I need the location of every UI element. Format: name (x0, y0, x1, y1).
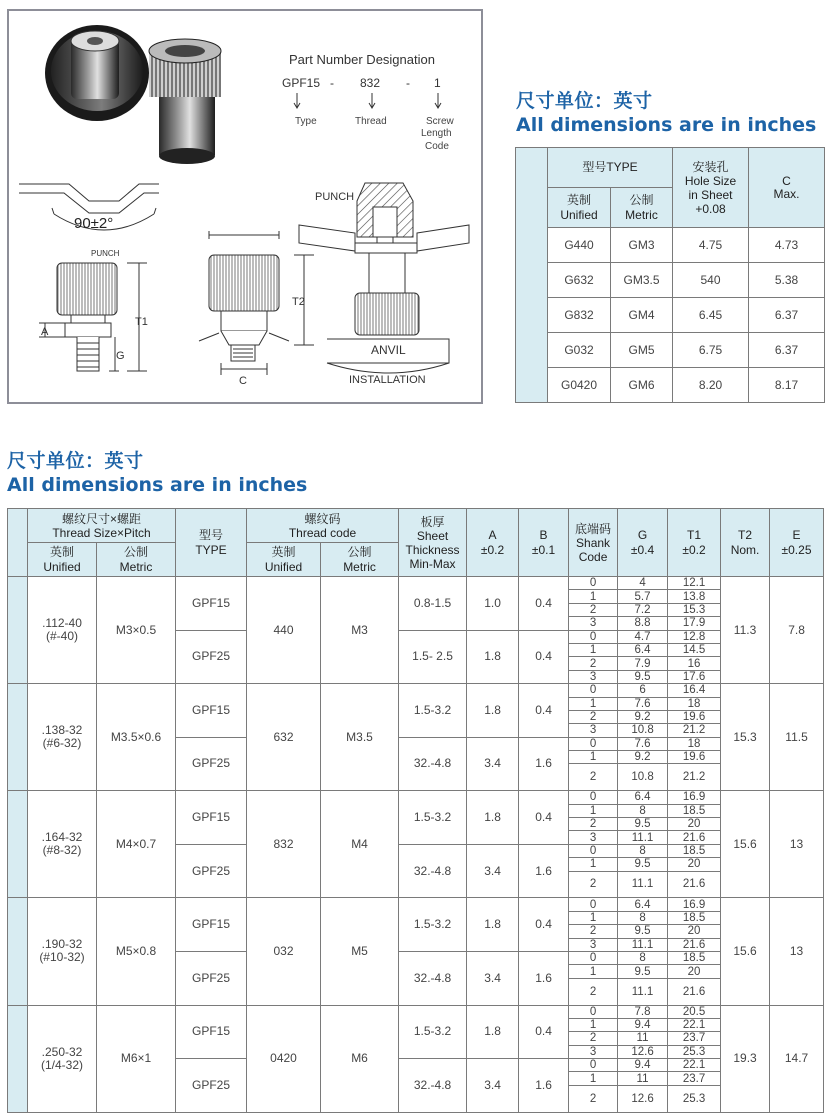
g-value: 11.1 (618, 978, 668, 1005)
cell: 6.75 (673, 333, 749, 368)
table-row (516, 298, 825, 333)
header-metric: 公制 Metric (611, 188, 673, 228)
header-t2: T2 Nom. (721, 509, 770, 577)
t1-value: 21.2 (668, 724, 721, 737)
t1-value: 22.1 (668, 1018, 721, 1031)
t1-value: 22.1 (668, 1059, 721, 1072)
code-unified: 632 (247, 684, 321, 791)
t2-value: 15.6 (721, 791, 770, 898)
g-value: 9.5 (618, 670, 668, 683)
g-value: 7.6 (618, 697, 668, 710)
t1-value: 12.1 (668, 577, 721, 590)
table-row (516, 263, 825, 298)
dim-b-value: 0.4 (519, 791, 569, 845)
header-b: B ±0.1 (519, 509, 569, 577)
dim-b-value: 0.4 (519, 1005, 569, 1059)
dim-a: A (41, 326, 49, 338)
cell: 6.37 (749, 333, 825, 368)
label-thread: Thread (355, 116, 387, 127)
shank-code: 1 (569, 643, 618, 656)
table-row (516, 368, 825, 403)
shank-code: 1 (569, 751, 618, 764)
cell: G632 (548, 263, 611, 298)
table-row (8, 791, 824, 804)
table-edge (8, 898, 28, 1005)
g-value: 11.1 (618, 871, 668, 898)
type-cell: GPF15 (176, 898, 247, 952)
t1-value: 20 (668, 818, 721, 831)
label-length: Length (421, 128, 452, 139)
sheet-thickness: 32.-4.8 (399, 951, 467, 1005)
t2-value: 11.3 (721, 577, 770, 684)
t1-value: 14.5 (668, 643, 721, 656)
code-metric: M5 (321, 898, 399, 1005)
type-cell: GPF25 (176, 951, 247, 1005)
g-value: 9.5 (618, 965, 668, 978)
g-value: 8 (618, 844, 668, 857)
code-unified: 032 (247, 898, 321, 1005)
code-metric: M6 (321, 1005, 399, 1112)
table-row (516, 333, 825, 368)
header-g: G ±0.4 (618, 509, 668, 577)
shank-code: 0 (569, 898, 618, 911)
t1-value: 18.5 (668, 844, 721, 857)
shank-code: 2 (569, 764, 618, 791)
type-cell: GPF15 (176, 791, 247, 845)
header-sheet-thickness: 板厚 Sheet Thickness Min-Max (399, 509, 467, 577)
part-code-screw: 1 (434, 76, 441, 90)
t1-value: 17.6 (668, 670, 721, 683)
g-value: 7.6 (618, 737, 668, 750)
table-edge (8, 684, 28, 791)
g-value: 7.2 (618, 603, 668, 616)
t1-value: 23.7 (668, 1032, 721, 1045)
t1-value: 21.6 (668, 871, 721, 898)
g-value: 11.1 (618, 938, 668, 951)
t1-value: 16.9 (668, 898, 721, 911)
g-value: 9.2 (618, 751, 668, 764)
part-code-dash2: - (406, 76, 410, 90)
label-type: Type (295, 116, 317, 127)
lower-heading-cn: 尺寸单位：英寸 (7, 450, 144, 472)
table-edge (516, 148, 548, 403)
cell: 540 (673, 263, 749, 298)
header-t1: T1 ±0.2 (668, 509, 721, 577)
header-type: 型号 TYPE (176, 509, 247, 577)
shank-code: 3 (569, 831, 618, 844)
dimensions-table-body (8, 577, 824, 1113)
g-value: 9.5 (618, 858, 668, 871)
t1-value: 18 (668, 737, 721, 750)
cell: GM3.5 (611, 263, 673, 298)
t1-value: 16.9 (668, 791, 721, 804)
g-value: 11 (618, 1072, 668, 1085)
shank-code: 2 (569, 1085, 618, 1112)
cell: GM5 (611, 333, 673, 368)
t1-value: 16 (668, 657, 721, 670)
header-c-max: C Max. (749, 148, 825, 228)
g-value: 8 (618, 911, 668, 924)
shank-code: 2 (569, 978, 618, 1005)
label-screw: Screw (426, 116, 454, 127)
dim-a-value: 3.4 (467, 844, 519, 898)
shank-code: 3 (569, 617, 618, 630)
shank-code: 1 (569, 804, 618, 817)
header-type: 型号TYPE (548, 148, 673, 188)
sheet-thickness: 1.5- 2.5 (399, 630, 467, 684)
cell: G0420 (548, 368, 611, 403)
shank-code: 2 (569, 710, 618, 723)
table-row (8, 898, 824, 911)
shank-code: 1 (569, 1072, 618, 1085)
t1-value: 21.6 (668, 938, 721, 951)
g-value: 8 (618, 804, 668, 817)
dimensions-table (7, 508, 824, 1113)
shank-code: 0 (569, 951, 618, 964)
shank-code: 0 (569, 737, 618, 750)
shank-code: 2 (569, 657, 618, 670)
dim-b-value: 0.4 (519, 577, 569, 631)
header-a: A ±0.2 (467, 509, 519, 577)
code-metric: M4 (321, 791, 399, 898)
t1-value: 13.8 (668, 590, 721, 603)
code-unified: 832 (247, 791, 321, 898)
thread-unified: .112-40 (#-40) (28, 577, 97, 684)
header-code-unified: 英制 Unified (247, 543, 321, 577)
cell: 8.20 (673, 368, 749, 403)
svg-text:PUNCH: PUNCH (91, 249, 120, 258)
type-cell: GPF15 (176, 684, 247, 738)
cell: G440 (548, 228, 611, 263)
shank-code: 1 (569, 697, 618, 710)
type-cell: GPF15 (176, 1005, 247, 1059)
thread-metric: M3×0.5 (97, 577, 176, 684)
dim-c: C (239, 375, 247, 387)
shank-code: 0 (569, 1059, 618, 1072)
product-photo (45, 25, 221, 164)
cell: 6.45 (673, 298, 749, 333)
shank-code: 3 (569, 1045, 618, 1058)
dim-b-value: 1.6 (519, 1059, 569, 1113)
sheet-thickness: 1.5-3.2 (399, 791, 467, 845)
screw-side-view (39, 249, 147, 371)
t1-value: 18 (668, 697, 721, 710)
header-shank-code: 底端码 Shank Code (569, 509, 618, 577)
g-value: 7.8 (618, 1005, 668, 1018)
t1-value: 21.6 (668, 978, 721, 1005)
dim-a-value: 3.4 (467, 1059, 519, 1113)
shank-code: 3 (569, 724, 618, 737)
anvil-label: ANVIL (371, 343, 406, 357)
g-value: 9.4 (618, 1018, 668, 1031)
thread-metric: M4×0.7 (97, 791, 176, 898)
code-metric: M3 (321, 577, 399, 684)
g-value: 9.5 (618, 925, 668, 938)
dim-a-value: 1.0 (467, 577, 519, 631)
dim-a-value: 1.8 (467, 898, 519, 952)
table-edge (8, 577, 28, 684)
type-cell: GPF25 (176, 844, 247, 898)
cell: G032 (548, 333, 611, 368)
sheet-thickness: 32.-4.8 (399, 1059, 467, 1113)
table-row (8, 684, 824, 697)
shank-code: 2 (569, 818, 618, 831)
shank-code: 1 (569, 858, 618, 871)
lower-heading-en: All dimensions are in inches (7, 474, 308, 496)
shank-code: 0 (569, 1005, 618, 1018)
g-value: 6 (618, 684, 668, 697)
cell: 6.37 (749, 298, 825, 333)
g-value: 12.6 (618, 1085, 668, 1112)
thread-unified: .138-32 (#6-32) (28, 684, 97, 791)
dim-a-value: 1.8 (467, 630, 519, 684)
angle-label: 90±2° (74, 215, 114, 232)
shank-code: 2 (569, 1032, 618, 1045)
shank-code: 1 (569, 911, 618, 924)
code-unified: 0420 (247, 1005, 321, 1112)
t1-value: 21.6 (668, 831, 721, 844)
g-value: 6.4 (618, 898, 668, 911)
part-number-title: Part Number Designation (289, 52, 435, 67)
g-value: 9.5 (618, 818, 668, 831)
g-value: 7.9 (618, 657, 668, 670)
e-value: 7.8 (770, 577, 824, 684)
dim-b-value: 1.6 (519, 844, 569, 898)
sheet-thickness: 0.8-1.5 (399, 577, 467, 631)
svg-text:PUNCH: PUNCH (315, 191, 355, 203)
hole-size-table (515, 147, 825, 403)
t1-value: 19.6 (668, 751, 721, 764)
part-code-dash1: - (330, 76, 334, 90)
g-value: 11 (618, 1032, 668, 1045)
cell: G832 (548, 298, 611, 333)
shank-code: 2 (569, 871, 618, 898)
t1-value: 15.3 (668, 603, 721, 616)
g-value: 10.8 (618, 724, 668, 737)
header-unified: 英制 Unified (28, 543, 97, 577)
header-e: E ±0.25 (770, 509, 824, 577)
shank-code: 3 (569, 670, 618, 683)
t1-value: 12.8 (668, 630, 721, 643)
g-value: 6.4 (618, 643, 668, 656)
type-cell: GPF25 (176, 1059, 247, 1113)
t1-value: 19.6 (668, 710, 721, 723)
e-value: 13 (770, 898, 824, 1005)
shank-code: 1 (569, 590, 618, 603)
diagram-drawing (9, 11, 485, 406)
type-cell: GPF15 (176, 577, 247, 631)
shank-code: 0 (569, 630, 618, 643)
table-row (8, 1005, 824, 1018)
shank-code: 1 (569, 1018, 618, 1031)
cell: 8.17 (749, 368, 825, 403)
g-value: 11.1 (618, 831, 668, 844)
dim-a-value: 1.8 (467, 684, 519, 738)
g-value: 4 (618, 577, 668, 590)
g-value: 8 (618, 951, 668, 964)
table-edge (8, 509, 28, 577)
shank-code: 1 (569, 965, 618, 978)
thread-metric: M3.5×0.6 (97, 684, 176, 791)
dim-t2: T2 (292, 296, 305, 308)
table-edge (8, 1005, 28, 1112)
thread-metric: M6×1 (97, 1005, 176, 1112)
shank-code: 0 (569, 684, 618, 697)
type-cell: GPF25 (176, 630, 247, 684)
dim-b-value: 0.4 (519, 684, 569, 738)
shank-code: 3 (569, 938, 618, 951)
cell: 4.73 (749, 228, 825, 263)
e-value: 11.5 (770, 684, 824, 791)
part-code-type: GPF15 (282, 76, 321, 90)
table-edge (8, 791, 28, 898)
g-value: 5.7 (618, 590, 668, 603)
g-value: 6.4 (618, 791, 668, 804)
dim-a-value: 1.8 (467, 1005, 519, 1059)
sheet-thickness: 1.5-3.2 (399, 1005, 467, 1059)
t1-value: 20 (668, 858, 721, 871)
t1-value: 20 (668, 965, 721, 978)
shank-code: 0 (569, 577, 618, 590)
thread-metric: M5×0.8 (97, 898, 176, 1005)
table-row (516, 228, 825, 263)
code-metric: M3.5 (321, 684, 399, 791)
dim-a-value: 1.8 (467, 791, 519, 845)
g-value: 10.8 (618, 764, 668, 791)
t1-value: 16.4 (668, 684, 721, 697)
header-code-metric: 公制 Metric (321, 543, 399, 577)
sheet-thickness: 1.5-3.2 (399, 684, 467, 738)
t1-value: 20 (668, 925, 721, 938)
t2-value: 19.3 (721, 1005, 770, 1112)
t1-value: 17.9 (668, 617, 721, 630)
cell: 5.38 (749, 263, 825, 298)
header-thread-size: 螺纹尺寸×螺距 Thread Size×Pitch (28, 509, 176, 543)
g-value: 12.6 (618, 1045, 668, 1058)
g-value: 9.4 (618, 1059, 668, 1072)
shank-code: 2 (569, 603, 618, 616)
dim-b-value: 1.6 (519, 951, 569, 1005)
right-heading-cn: 尺寸单位：英寸 (516, 90, 653, 112)
header-hole-size: 安装孔 Hole Size in Sheet +0.08 (673, 148, 749, 228)
thread-unified: .250-32 (1/4-32) (28, 1005, 97, 1112)
part-code-thread: 832 (360, 76, 381, 90)
cell: GM4 (611, 298, 673, 333)
e-value: 13 (770, 791, 824, 898)
g-value: 9.2 (618, 710, 668, 723)
t2-value: 15.6 (721, 898, 770, 1005)
header-thread-code: 螺纹码 Thread code (247, 509, 399, 543)
dim-b-value: 0.4 (519, 630, 569, 684)
sheet-thickness: 1.5-3.2 (399, 898, 467, 952)
header-metric: 公制 Metric (97, 543, 176, 577)
thread-unified: .190-32 (#10-32) (28, 898, 97, 1005)
type-cell: GPF25 (176, 737, 247, 791)
t1-value: 20.5 (668, 1005, 721, 1018)
right-heading-en: All dimensions are in inches (516, 114, 817, 136)
dim-a-value: 3.4 (467, 951, 519, 1005)
t1-value: 25.3 (668, 1045, 721, 1058)
label-code: Code (425, 141, 449, 152)
thread-unified: .164-32 (#8-32) (28, 791, 97, 898)
dim-b-value: 0.4 (519, 898, 569, 952)
table-row (8, 577, 824, 590)
shank-code: 0 (569, 844, 618, 857)
sheet-thickness: 32.-4.8 (399, 737, 467, 791)
dim-t1: T1 (135, 316, 148, 328)
dim-a-value: 3.4 (467, 737, 519, 791)
e-value: 14.7 (770, 1005, 824, 1112)
t1-value: 23.7 (668, 1072, 721, 1085)
header-unified: 英制 Unified (548, 188, 611, 228)
cell: GM6 (611, 368, 673, 403)
t1-value: 25.3 (668, 1085, 721, 1112)
sheet-thickness: 32.-4.8 (399, 844, 467, 898)
dim-g: G (116, 350, 125, 362)
g-value: 4.7 (618, 630, 668, 643)
cell: 4.75 (673, 228, 749, 263)
shank-code: 0 (569, 791, 618, 804)
dim-b-value: 1.6 (519, 737, 569, 791)
installation-label: INSTALLATION (349, 374, 426, 386)
cell: GM3 (611, 228, 673, 263)
installation-diagram (7, 9, 483, 404)
code-unified: 440 (247, 577, 321, 684)
t1-value: 18.5 (668, 951, 721, 964)
t1-value: 18.5 (668, 911, 721, 924)
t1-value: 21.2 (668, 764, 721, 791)
t1-value: 18.5 (668, 804, 721, 817)
t2-value: 15.3 (721, 684, 770, 791)
shank-code: 2 (569, 925, 618, 938)
g-value: 8.8 (618, 617, 668, 630)
